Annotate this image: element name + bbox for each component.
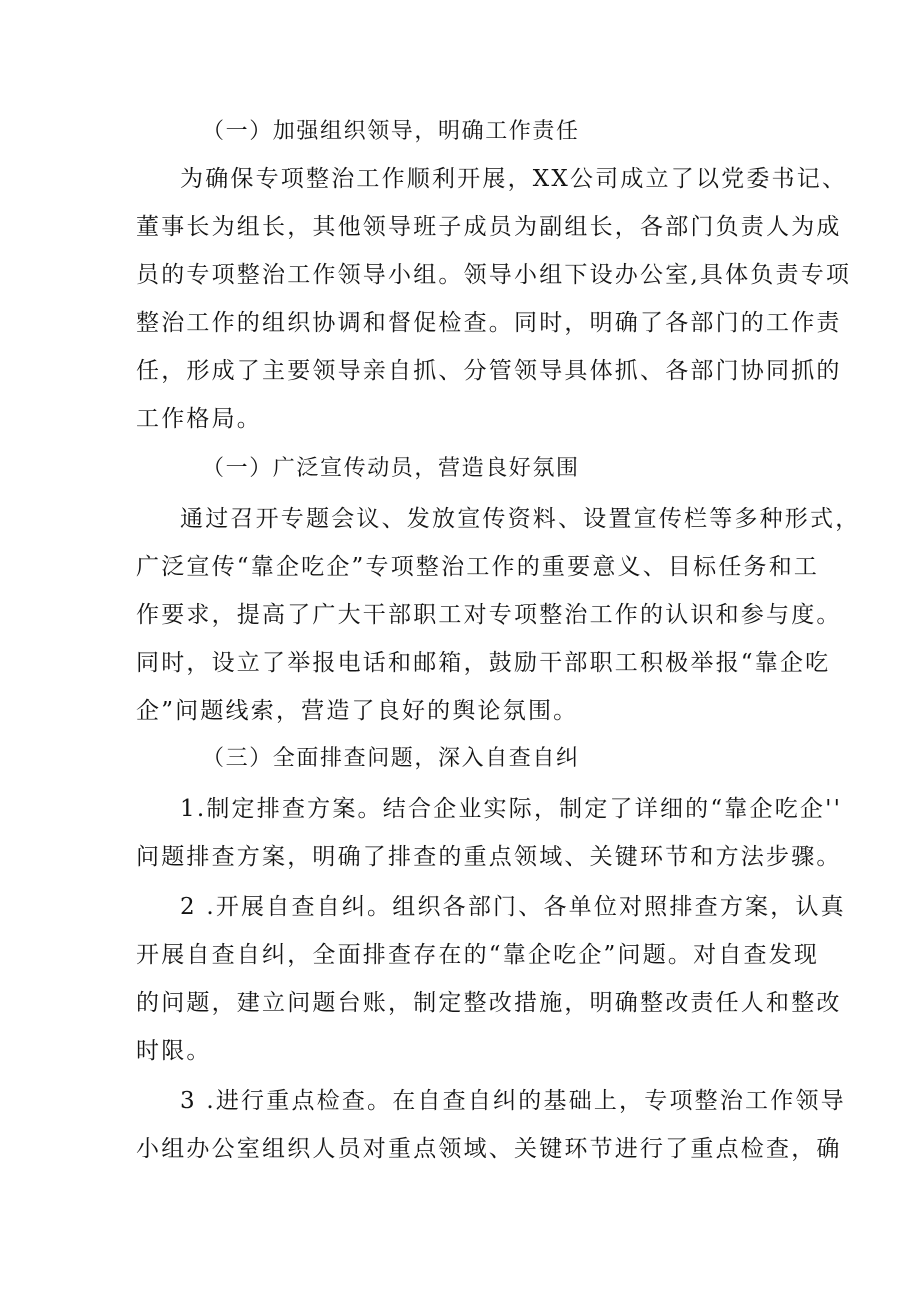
paragraph-line: 为确保专项整治工作顺利开展，XX公司成立了以党委书记、 [180,166,848,192]
paragraph-line: 董事长为组长，其他领导班子成员为副组长，各部门负责人为成 [136,214,842,240]
paragraph-line: 同时，设立了举报电话和邮箱，鼓励干部职工积极举报“靠企吃 [136,650,831,676]
section-heading: （一）加强组织领导，明确工作责任 [202,119,580,144]
paragraph-line: 通过召开专题会议、发放宣传资料、设置宣传栏等多种形式， [180,506,861,532]
paragraph-line: 任，形成了主要领导亲自抓、分管领导具体抓、各部门协同抓的 [136,358,842,384]
paragraph-line: 作要求，提高了广大干部职工对专项整治工作的认识和参与度。 [136,602,842,628]
paragraph-line: 开展自查自纠，全面排查存在的“靠企吃企”问题。对自查发现 [136,942,820,968]
section-heading: （一）广泛宣传动员，营造良好氛围 [202,456,580,481]
paragraph-line: 3 .进行重点检查。在自查自纠的基础上，专项整治工作领导 [180,1088,846,1114]
section-heading: （三）全面排查问题，深入自查自纠 [202,746,580,771]
paragraph-line: 企”问题线索，营造了良好的舆论氛围。 [136,698,579,724]
paragraph-line: 时限。 [136,1038,212,1064]
paragraph-line: 1.制定排查方案。结合企业实际，制定了详细的“靠企吃企'' [180,796,843,822]
paragraph-line: 2 .开展自查自纠。组织各部门、各单位对照排查方案，认真 [180,894,846,920]
paragraph-line: 的问题，建立问题台账，制定整改措施，明确整改责任人和整改 [136,990,842,1016]
paragraph-line: 广泛宣传“靠企吃企”专项整治工作的重要意义、目标任务和工 [136,554,820,580]
paragraph-line: 员的专项整治工作领导小组。领导小组下设办公室,具体负责专项 [136,262,852,288]
paragraph-line: 小组办公室组织人员对重点领域、关键环节进行了重点检查，确 [136,1136,842,1162]
paragraph-line: 问题排查方案，明确了排查的重点领域、关键环节和方法步骤。 [136,844,842,870]
paragraph-line: 工作格局。 [136,406,262,432]
paragraph-line: 整治工作的组织协调和督促检查。同时，明确了各部门的工作责 [136,310,842,336]
